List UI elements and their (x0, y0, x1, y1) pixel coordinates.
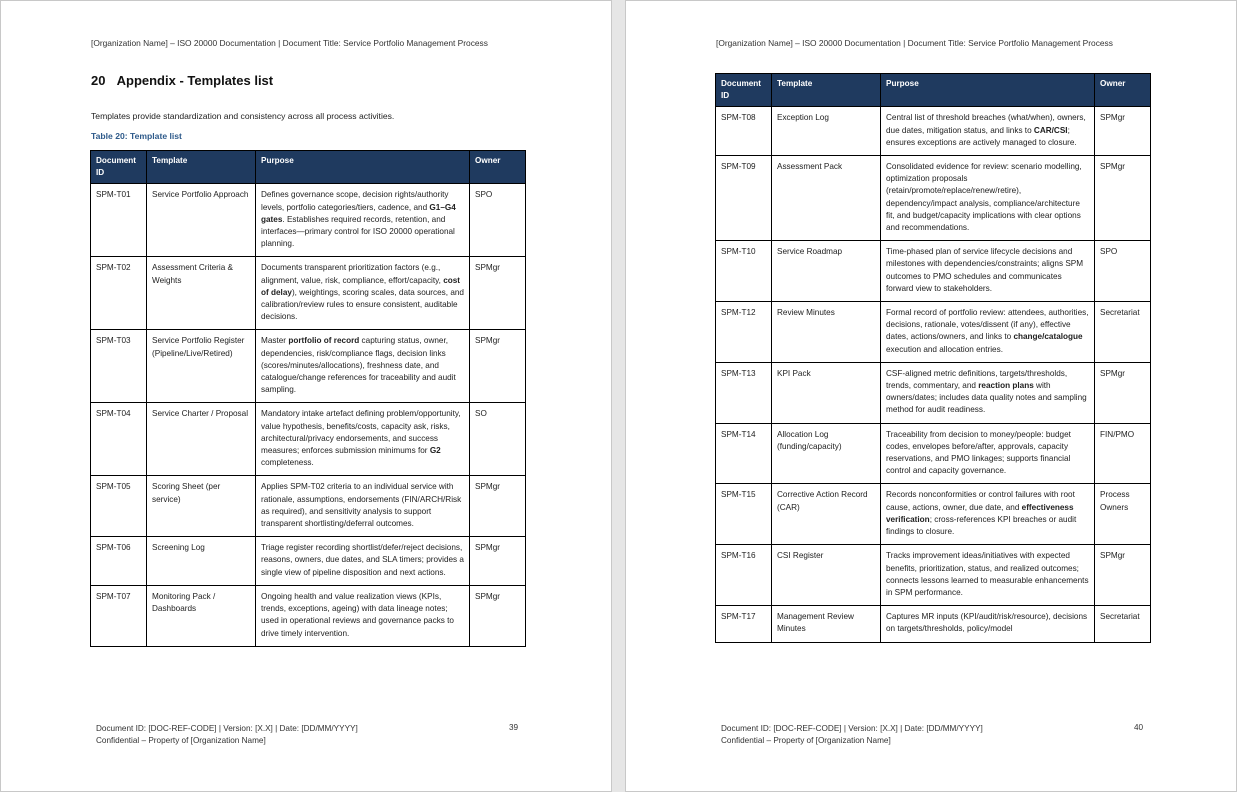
cell-owner: SPMgr (1095, 545, 1151, 606)
purpose-text: Tracks improvement ideas/initiatives with expected benefits, prioritization, status, and realized outcomes; connects lessons learned to measurable enhancements in SPM performance. (886, 551, 1089, 597)
cell-purpose (256, 585, 470, 646)
cell-owner: SPO (1095, 241, 1151, 302)
table-body (91, 184, 526, 646)
cell-owner: SO (470, 403, 526, 476)
page-header: [Organization Name] – ISO 20000 Documentation | Document Title: Service Portfolio Management Process (91, 38, 488, 48)
cell-template: Scoring Sheet (per service) (147, 476, 256, 537)
cell-purpose (881, 606, 1095, 642)
cell-template: Exception Log (772, 107, 881, 156)
cell-purpose (256, 184, 470, 257)
cell-owner: SPMgr (470, 585, 526, 646)
cell-purpose (881, 484, 1095, 545)
purpose-text: Records nonconformities or control failures with root cause, actions, owner, due date, and (886, 490, 1075, 512)
cell-owner: SPO (470, 184, 526, 257)
purpose-text: Time-phased plan of service lifecycle decisions and milestones with dependencies/constraints; aligns SPM outcomes to PMO schedules and communicates forward view to stakeholders. (886, 247, 1084, 293)
table-row (716, 241, 1151, 302)
cell-document-id: SPM-T03 (91, 330, 147, 403)
purpose-bold-text: effectiveness verification (886, 502, 1074, 524)
purpose-text: Triage register recording shortlist/defer/reject decisions, reasons, owners, due dates, and SLA timers; provides a single view of pipeline disposition and next actions. (261, 543, 464, 577)
table-row (716, 156, 1151, 241)
cell-template: Monitoring Pack / Dashboards (147, 585, 256, 646)
page-number: 40 (1134, 723, 1144, 732)
cell-owner: Secretariat (1095, 302, 1151, 363)
footer-doc-info: Document ID: [DOC-REF-CODE] | Version: [X.X] | Date: [DD/MM/YYYY] (721, 724, 983, 733)
cell-template: Assessment Criteria & Weights (147, 257, 256, 330)
cell-purpose (256, 257, 470, 330)
purpose-text: with owners/dates; includes data quality notes and sampling method for audit readiness. (886, 381, 1087, 415)
cell-document-id: SPM-T02 (91, 257, 147, 330)
purpose-text: ; ensures exceptions are actively managed to closure. (886, 125, 1077, 147)
purpose-text: Ongoing health and value realization views (KPIs, trends, exceptions, ageing) with data lineage notes; used in operational reviews and governance packs to drive timely intervention. (261, 591, 454, 638)
page-footer (96, 723, 358, 747)
cell-document-id: SPM-T01 (91, 184, 147, 257)
table-row (91, 476, 526, 537)
page-number: 39 (509, 723, 519, 732)
cell-owner: SPMgr (1095, 156, 1151, 241)
cell-owner: FIN/PMO (1095, 423, 1151, 484)
cell-document-id: SPM-T13 (716, 362, 772, 423)
cell-document-id: SPM-T08 (716, 107, 772, 156)
cell-purpose (881, 241, 1095, 302)
cell-template: Allocation Log (funding/capacity) (772, 423, 881, 484)
cell-document-id: SPM-T09 (716, 156, 772, 241)
section-title-text: Appendix - Templates list (116, 73, 274, 88)
purpose-text: Central list of threshold breaches (what/when), owners, due dates, mitigation status, and links to (886, 113, 1086, 135)
table-header-row (91, 151, 526, 184)
cell-document-id: SPM-T14 (716, 423, 772, 484)
cell-template: Service Roadmap (772, 241, 881, 302)
table-row (91, 257, 526, 330)
intro-paragraph: Templates provide standardization and consistency across all process activities. (91, 111, 395, 121)
template-table (90, 150, 526, 647)
col-header-document-id: Document ID (91, 151, 147, 184)
table-body (716, 107, 1151, 642)
cell-document-id: SPM-T05 (91, 476, 147, 537)
cell-template: Service Portfolio Register (Pipeline/Live/Retired) (147, 330, 256, 403)
table-header-row (716, 74, 1151, 107)
cell-document-id: SPM-T07 (91, 585, 147, 646)
cell-template: Assessment Pack (772, 156, 881, 241)
purpose-text: Mandatory intake artefact defining problem/opportunity, value hypothesis, benefits/costs, capacity ask, risks, architectural/privacy endorsements, and success measures; enforces submission minimums for (261, 409, 461, 456)
table-row (91, 330, 526, 403)
cell-template: Service Charter / Proposal (147, 403, 256, 476)
purpose-text: ; cross-references KPI breaches or audit findings to closure. (886, 514, 1077, 537)
cell-purpose (881, 156, 1095, 241)
cell-template: Service Portfolio Approach (147, 184, 256, 257)
cell-purpose (881, 302, 1095, 363)
table-row (716, 484, 1151, 545)
cell-document-id: SPM-T15 (716, 484, 772, 545)
purpose-text: Formal record of portfolio review: attendees, authorities, decisions, rationale, votes/dissent (if any), effective dates, actions/owners, and links to (886, 308, 1089, 342)
cell-purpose (256, 403, 470, 476)
cell-purpose (881, 423, 1095, 484)
purpose-text: Traceability from decision to money/people: budget codes, envelopes before/after, approvals, capacity reservations, and PMO linkages; supports financial control and capacity governance. (886, 429, 1071, 476)
cell-purpose (881, 107, 1095, 156)
purpose-bold-text: CAR/CSI (1033, 125, 1068, 135)
purpose-bold-text: change/catalogue (1013, 332, 1083, 342)
purpose-bold-text: cost of delay (261, 275, 461, 297)
table-row (716, 423, 1151, 484)
col-header-owner: Owner (470, 151, 526, 184)
purpose-text: Captures MR inputs (KPI/audit/risk/resource), decisions on targets/thresholds, policy/model (886, 612, 1088, 634)
col-header-template: Template (772, 74, 881, 107)
table-row (91, 184, 526, 257)
col-header-document-id: Document ID (716, 74, 772, 107)
table-row (91, 403, 526, 476)
cell-template: CSI Register (772, 545, 881, 606)
purpose-text: completeness. (261, 458, 314, 468)
cell-document-id: SPM-T17 (716, 606, 772, 642)
purpose-text: capturing status, owner, dependencies, risk/compliance flags, decision links (scores/minutes/allocations), freshness date, and catalogue/change references for traceability and audit sampling. (261, 336, 456, 395)
table-row (716, 606, 1151, 642)
cell-document-id: SPM-T16 (716, 545, 772, 606)
page-header: [Organization Name] – ISO 20000 Documentation | Document Title: Service Portfolio Management Process (716, 38, 1113, 48)
purpose-text: Documents transparent prioritization factors (e.g., alignment, value, risk, compliance, effort/capacity, (261, 263, 444, 285)
cell-document-id: SPM-T04 (91, 403, 147, 476)
cell-template: Management Review Minutes (772, 606, 881, 642)
cell-document-id: SPM-T12 (716, 302, 772, 363)
purpose-text: Master (261, 336, 289, 346)
cell-purpose (256, 476, 470, 537)
cell-purpose (256, 537, 470, 586)
cell-purpose (881, 362, 1095, 423)
table-row (91, 585, 526, 646)
cell-owner: Process Owners (1095, 484, 1151, 545)
cell-owner: SPMgr (470, 537, 526, 586)
cell-template: Corrective Action Record (CAR) (772, 484, 881, 545)
purpose-text: Consolidated evidence for review: scenario modelling, optimization proposals (retain/promote/replace/renew/retire), dependency/impact analysis, compliance/architecture fit, and budget/capacity implications with clear options and recommendations. (886, 162, 1082, 233)
cell-owner: Secretariat (1095, 606, 1151, 642)
cell-purpose (256, 330, 470, 403)
col-header-owner: Owner (1095, 74, 1151, 107)
cell-template: Screening Log (147, 537, 256, 586)
cell-owner: SPMgr (1095, 362, 1151, 423)
cell-template: Review Minutes (772, 302, 881, 363)
table-row (91, 537, 526, 586)
cell-owner: SPMgr (470, 257, 526, 330)
section-number: 20 (91, 73, 106, 88)
cell-document-id: SPM-T10 (716, 241, 772, 302)
purpose-bold-text: reaction plans (978, 381, 1034, 391)
cell-owner: SPMgr (1095, 107, 1151, 156)
purpose-text: Defines governance scope, decision rights/authority levels, portfolio categories/tiers, cadence, and (261, 190, 449, 212)
col-header-template: Template (147, 151, 256, 184)
table-row (716, 302, 1151, 363)
cell-purpose (881, 545, 1095, 606)
purpose-bold-text: G2 (429, 446, 441, 456)
purpose-text: ), weightings, scoring scales, data sources, and calibration/review rules to ensure consistent, auditable decisions. (261, 287, 464, 322)
purpose-text: CSF-aligned metric definitions, targets/thresholds, trends, commentary, and (886, 368, 1068, 391)
template-table-continued (715, 73, 1151, 643)
table-row (716, 107, 1151, 156)
document-page-39 (0, 0, 612, 792)
document-page-40 (625, 0, 1237, 792)
footer-confidential: Confidential – Property of [Organization Name] (721, 736, 891, 745)
cell-template: KPI Pack (772, 362, 881, 423)
purpose-text: execution and allocation entries. (886, 344, 1003, 354)
col-header-purpose: Purpose (881, 74, 1095, 107)
cell-document-id: SPM-T06 (91, 537, 147, 586)
footer-doc-info: Document ID: [DOC-REF-CODE] | Version: [X.X] | Date: [DD/MM/YYYY] (96, 724, 358, 733)
purpose-text: Applies SPM-T02 criteria to an individual service with rationale, assumptions, endorsements (FIN/ARCH/Risk as required), and sensitivity analysis to support transparent shortlisting/deferral outcomes. (261, 482, 462, 529)
col-header-purpose: Purpose (256, 151, 470, 184)
section-title (91, 73, 273, 88)
purpose-bold-text: G1–G4 gates (261, 202, 456, 224)
table-row (716, 545, 1151, 606)
footer-confidential: Confidential – Property of [Organization Name] (96, 736, 266, 745)
page-footer (721, 723, 983, 747)
table-row (716, 362, 1151, 423)
purpose-bold-text: portfolio of record (288, 336, 360, 346)
cell-owner: SPMgr (470, 476, 526, 537)
table-caption: Table 20: Template list (91, 131, 182, 141)
purpose-text: . Establishes required records, retention, and interfaces—primary control for ISO 20000 operational planning. (261, 214, 455, 249)
cell-owner: SPMgr (470, 330, 526, 403)
